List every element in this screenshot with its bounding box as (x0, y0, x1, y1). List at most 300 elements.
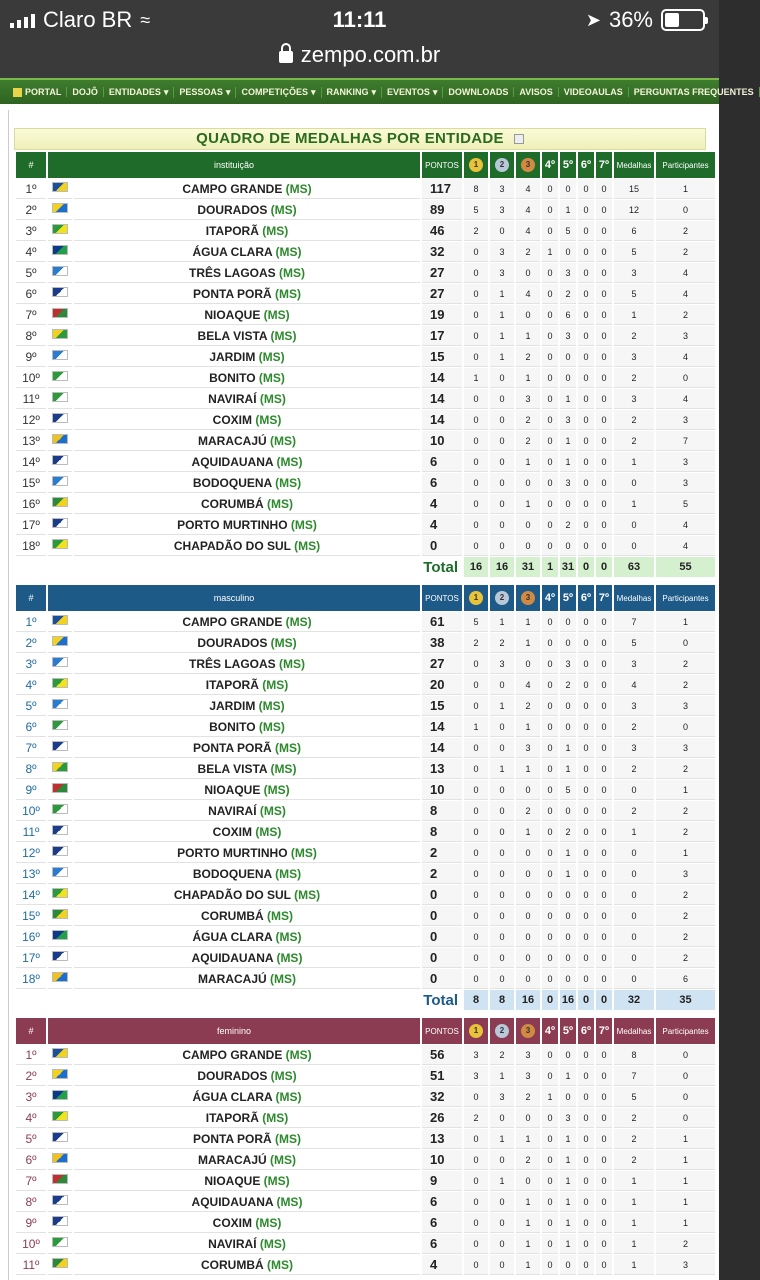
entity-name[interactable] (74, 654, 420, 674)
placement-count: 0 (542, 1255, 558, 1275)
flag-cell (48, 696, 72, 716)
medal-table-feminino (14, 1017, 717, 1276)
nav-item-1[interactable]: DOJÔ (67, 87, 104, 97)
category-header: masculino (48, 585, 420, 611)
table-row[interactable] (16, 179, 715, 199)
placement-count: 0 (542, 822, 558, 842)
flag-cell (48, 1066, 72, 1086)
placement-count: 0 (516, 473, 540, 493)
placement-count: 0 (490, 410, 514, 430)
state-suffix: (MS) (258, 1110, 289, 1125)
rank: 1º (16, 612, 46, 632)
points: 46 (422, 221, 462, 241)
total-row (16, 557, 715, 577)
placement-count: 2 (560, 675, 576, 695)
state-suffix: (MS) (271, 286, 301, 301)
participants-count: 3 (656, 864, 715, 884)
state-suffix: (MS) (275, 265, 305, 280)
entity-name[interactable] (74, 1213, 420, 1233)
placement-count: 0 (464, 347, 488, 367)
entity-name-text: JARDIM (209, 698, 256, 713)
placement-count: 0 (542, 1171, 558, 1191)
table-row[interactable] (16, 473, 715, 493)
entity-name[interactable] (74, 780, 420, 800)
placement-count: 0 (596, 885, 612, 905)
rank: 10º (16, 801, 46, 821)
entity-name[interactable] (74, 843, 420, 863)
placement-count: 0 (578, 221, 594, 241)
rank: 2º (16, 633, 46, 653)
points: 14 (422, 738, 462, 758)
clock: 11:11 (332, 7, 387, 32)
flag-cell (48, 864, 72, 884)
state-suffix: (MS) (263, 908, 293, 923)
placement-count: 0 (490, 473, 514, 493)
table-row[interactable] (16, 452, 715, 472)
points: 20 (422, 675, 462, 695)
rank: 13º (16, 431, 46, 451)
table-row[interactable] (16, 1066, 715, 1086)
nav-item-3[interactable]: PESSOAS ▾ (174, 87, 236, 98)
state-suffix: (MS) (271, 1131, 301, 1146)
placement-count: 0 (516, 1108, 540, 1128)
medals-count: 2 (614, 368, 654, 388)
state-suffix: (MS) (282, 181, 312, 196)
table-row[interactable] (16, 536, 715, 556)
placement-count: 3 (464, 1045, 488, 1065)
city-flag-icon (52, 350, 68, 360)
table-row[interactable] (16, 200, 715, 220)
table-row[interactable] (16, 1150, 715, 1170)
nav-item-6[interactable]: EVENTOS ▾ (382, 87, 443, 98)
placement-count: 0 (542, 927, 558, 947)
placement-count: 1 (560, 1234, 576, 1254)
table-row[interactable] (16, 431, 715, 451)
medal-table-instituição (14, 151, 717, 578)
entity-name[interactable] (74, 1234, 420, 1254)
flag-cell (48, 801, 72, 821)
entity-name[interactable] (74, 1150, 420, 1170)
placement-count: 0 (560, 242, 576, 262)
placement-count: 0 (542, 696, 558, 716)
table-row[interactable] (16, 221, 715, 241)
gold-medal-icon: 1 (469, 158, 483, 172)
flag-cell (48, 305, 72, 325)
placement-count: 1 (464, 717, 488, 737)
placement-count: 0 (516, 780, 540, 800)
entity-name[interactable] (74, 368, 420, 388)
points: 89 (422, 200, 462, 220)
entity-name[interactable] (74, 906, 420, 926)
url-text[interactable]: zempo.com.br (300, 42, 441, 67)
rank: 12º (16, 410, 46, 430)
entity-name-text: TRÊS LAGOAS (189, 656, 276, 671)
table-row[interactable] (16, 801, 715, 821)
state-suffix: (MS) (272, 929, 302, 944)
entity-name[interactable] (74, 801, 420, 821)
points: 10 (422, 1150, 462, 1170)
placement-count: 1 (560, 738, 576, 758)
points: 0 (422, 948, 462, 968)
table-row[interactable] (16, 1255, 715, 1275)
placement-count: 3 (490, 263, 514, 283)
placement-count: 0 (578, 1234, 594, 1254)
nav-item-10[interactable]: PERGUNTAS FREQUENTES (629, 87, 760, 97)
flag-cell (48, 1150, 72, 1170)
table-row[interactable] (16, 242, 715, 262)
entity-name[interactable] (74, 1066, 420, 1086)
entity-name-text: CHAPADÃO DO SUL (173, 538, 291, 553)
entity-name[interactable] (74, 1087, 420, 1107)
placement-count: 0 (516, 906, 540, 926)
total-label: Total (16, 990, 462, 1010)
table-row[interactable] (16, 515, 715, 535)
table-row[interactable] (16, 738, 715, 758)
table-row[interactable] (16, 717, 715, 737)
total-value: 16 (516, 990, 540, 1010)
placement-count: 3 (516, 738, 540, 758)
table-row[interactable] (16, 368, 715, 388)
table-row[interactable] (16, 654, 715, 674)
placement-count: 0 (596, 389, 612, 409)
placement-count: 0 (516, 536, 540, 556)
table-row[interactable] (16, 1129, 715, 1149)
total-value: 0 (596, 557, 612, 577)
placement-count: 1 (560, 1066, 576, 1086)
entity-name[interactable] (74, 494, 420, 514)
entity-name-text: CORUMBÁ (201, 1257, 264, 1272)
table-row[interactable] (16, 822, 715, 842)
entity-name[interactable] (74, 1192, 420, 1212)
entity-name-text: PONTA PORÃ (193, 740, 272, 755)
entity-name[interactable] (74, 738, 420, 758)
entity-name[interactable] (74, 389, 420, 409)
entity-name[interactable] (74, 200, 420, 220)
placement-count: 0 (578, 263, 594, 283)
placement-count: 2 (516, 347, 540, 367)
table-row[interactable] (16, 1108, 715, 1128)
placement-count: 2 (560, 284, 576, 304)
participants-count: 5 (656, 494, 715, 514)
table-row[interactable] (16, 864, 715, 884)
address-bar[interactable] (0, 40, 719, 78)
table-row[interactable] (16, 1087, 715, 1107)
table-row[interactable] (16, 347, 715, 367)
col-medals-header: Medalhas (614, 585, 654, 611)
table-row[interactable] (16, 284, 715, 304)
table-row[interactable] (16, 927, 715, 947)
points: 14 (422, 368, 462, 388)
rank: 3º (16, 1087, 46, 1107)
total-value: 35 (656, 990, 715, 1010)
city-flag-icon (52, 224, 68, 234)
flag-cell (48, 780, 72, 800)
entity-name[interactable] (74, 221, 420, 241)
placement-count: 0 (542, 389, 558, 409)
table-row[interactable] (16, 780, 715, 800)
placement-count: 0 (516, 305, 540, 325)
flag-cell (48, 1192, 72, 1212)
entity-name[interactable] (74, 263, 420, 283)
total-value: 8 (464, 990, 488, 1010)
entity-name[interactable] (74, 536, 420, 556)
city-flag-icon (52, 783, 68, 793)
entity-name[interactable] (74, 410, 420, 430)
placement-count: 0 (542, 885, 558, 905)
placement-count: 0 (490, 948, 514, 968)
checkbox-icon[interactable] (514, 134, 524, 144)
placement-count: 5 (560, 780, 576, 800)
placement-count: 0 (560, 612, 576, 632)
table-row[interactable] (16, 494, 715, 514)
city-flag-icon (52, 930, 68, 940)
placement-count: 3 (516, 1045, 540, 1065)
placement-count: 8 (464, 179, 488, 199)
entity-name-text: PONTA PORÃ (193, 286, 272, 301)
points: 6 (422, 1192, 462, 1212)
entity-name[interactable] (74, 864, 420, 884)
entity-name[interactable] (74, 1045, 420, 1065)
rank: 16º (16, 927, 46, 947)
col-rank-header: # (16, 1018, 46, 1044)
placement-count: 0 (464, 738, 488, 758)
placement-count: 0 (542, 347, 558, 367)
rank: 15º (16, 473, 46, 493)
rank: 7º (16, 305, 46, 325)
entity-name-text: COXIM (212, 1215, 252, 1230)
medals-count: 3 (614, 263, 654, 283)
medals-count: 2 (614, 410, 654, 430)
state-suffix: (MS) (266, 433, 296, 448)
table-row[interactable] (16, 759, 715, 779)
placement-count: 1 (516, 1192, 540, 1212)
entity-name[interactable] (74, 612, 420, 632)
entity-name[interactable] (74, 885, 420, 905)
table-row[interactable] (16, 305, 715, 325)
table-row[interactable] (16, 1192, 715, 1212)
points: 0 (422, 536, 462, 556)
placement-count: 0 (596, 801, 612, 821)
medals-count: 2 (614, 801, 654, 821)
placement-count: 0 (542, 633, 558, 653)
category-header: instituição (48, 152, 420, 178)
placement-count: 0 (490, 801, 514, 821)
placement-count: 0 (516, 948, 540, 968)
placement-count: 0 (578, 1192, 594, 1212)
entity-name-text: BONITO (209, 719, 256, 734)
points: 51 (422, 1066, 462, 1086)
entity-name[interactable] (74, 452, 420, 472)
table-row[interactable] (16, 263, 715, 283)
rank: 2º (16, 1066, 46, 1086)
placement-count: 0 (596, 410, 612, 430)
medals-count: 1 (614, 1255, 654, 1275)
city-flag-icon (52, 308, 68, 318)
entity-name[interactable] (74, 927, 420, 947)
entity-name[interactable] (74, 1129, 420, 1149)
points: 10 (422, 431, 462, 451)
table-row[interactable] (16, 633, 715, 653)
entity-name[interactable] (74, 633, 420, 653)
total-row (16, 990, 715, 1010)
state-suffix: (MS) (287, 517, 317, 532)
flag-cell (48, 675, 72, 695)
medals-count: 2 (614, 759, 654, 779)
table-row[interactable] (16, 389, 715, 409)
state-suffix: (MS) (267, 635, 297, 650)
placement-count: 0 (578, 1045, 594, 1065)
flag-cell (48, 410, 72, 430)
participants-count: 0 (656, 717, 715, 737)
state-suffix: (MS) (252, 412, 282, 427)
col-c6-header: 6º (578, 152, 594, 178)
entity-name[interactable] (74, 347, 420, 367)
page-title: QUADRO DE MEDALHAS POR ENTIDADE (14, 128, 706, 150)
medals-count: 3 (614, 347, 654, 367)
entity-name[interactable] (74, 473, 420, 493)
placement-count: 0 (464, 948, 488, 968)
flag-cell (48, 906, 72, 926)
state-suffix: (MS) (275, 656, 305, 671)
chevron-down-icon: ▾ (310, 86, 316, 97)
entity-name[interactable] (74, 948, 420, 968)
placement-count: 0 (560, 1087, 576, 1107)
placement-count: 0 (542, 654, 558, 674)
table-row[interactable] (16, 1045, 715, 1065)
placement-count: 0 (596, 473, 612, 493)
entity-name[interactable] (74, 179, 420, 199)
medals-count: 0 (614, 885, 654, 905)
table-row[interactable] (16, 969, 715, 989)
placement-count: 2 (464, 221, 488, 241)
placement-count: 0 (490, 494, 514, 514)
total-value: 0 (596, 990, 612, 1010)
table-row[interactable] (16, 1213, 715, 1233)
col-rank-header: # (16, 152, 46, 178)
placement-count: 0 (560, 536, 576, 556)
entity-name[interactable] (74, 305, 420, 325)
nav-item-7[interactable]: DOWNLOADS (443, 87, 514, 97)
entity-name[interactable] (74, 242, 420, 262)
nav-item-8[interactable]: AVISOS (514, 87, 558, 97)
table-row[interactable] (16, 612, 715, 632)
table-row[interactable] (16, 326, 715, 346)
rank: 12º (16, 843, 46, 863)
nav-item-9[interactable]: VIDEOAULAS (559, 87, 629, 97)
placement-count: 0 (578, 927, 594, 947)
placement-count: 1 (516, 368, 540, 388)
rank: 14º (16, 452, 46, 472)
city-flag-icon (52, 245, 68, 255)
rank: 7º (16, 1171, 46, 1191)
placement-count: 0 (578, 410, 594, 430)
flag-cell (48, 452, 72, 472)
entity-name[interactable] (74, 675, 420, 695)
entity-name[interactable] (74, 969, 420, 989)
table-row[interactable] (16, 885, 715, 905)
flag-cell (48, 326, 72, 346)
entity-name[interactable] (74, 515, 420, 535)
placement-count: 3 (560, 263, 576, 283)
table-row[interactable] (16, 843, 715, 863)
placement-count: 0 (578, 843, 594, 863)
placement-count: 0 (464, 431, 488, 451)
nav-item-5[interactable]: RANKING ▾ (322, 87, 383, 98)
rank: 13º (16, 864, 46, 884)
table-row[interactable] (16, 696, 715, 716)
entity-name[interactable] (74, 696, 420, 716)
table-row[interactable] (16, 1171, 715, 1191)
medals-count: 0 (614, 927, 654, 947)
flag-cell (48, 885, 72, 905)
participants-count: 2 (656, 242, 715, 262)
nav-item-0[interactable]: PORTAL (8, 87, 67, 97)
placement-count: 0 (596, 368, 612, 388)
entity-name[interactable] (74, 326, 420, 346)
placement-count: 0 (542, 612, 558, 632)
participants-count: 2 (656, 948, 715, 968)
points: 4 (422, 494, 462, 514)
col-c4-header: 4º (542, 585, 558, 611)
points: 27 (422, 284, 462, 304)
table-row[interactable] (16, 948, 715, 968)
placement-count: 0 (464, 494, 488, 514)
flag-cell (48, 242, 72, 262)
entity-name[interactable] (74, 822, 420, 842)
entity-name-text: BONITO (209, 370, 256, 385)
state-suffix: (MS) (267, 1068, 297, 1083)
placement-count: 3 (490, 654, 514, 674)
table-row[interactable] (16, 410, 715, 430)
silver-medal-icon-header (490, 152, 514, 178)
table-row[interactable] (16, 906, 715, 926)
flag-cell (48, 717, 72, 737)
placement-count: 0 (516, 263, 540, 283)
placement-count: 0 (596, 969, 612, 989)
placement-count: 0 (490, 927, 514, 947)
table-row[interactable] (16, 675, 715, 695)
entity-name[interactable] (74, 1255, 420, 1275)
placement-count: 0 (542, 431, 558, 451)
entity-name[interactable] (74, 759, 420, 779)
flag-cell (48, 536, 72, 556)
points: 2 (422, 864, 462, 884)
participants-count: 4 (656, 347, 715, 367)
table-row[interactable] (16, 1234, 715, 1254)
placement-count: 0 (490, 717, 514, 737)
entity-name[interactable] (74, 431, 420, 451)
placement-count: 0 (490, 738, 514, 758)
entity-name-text: NIOAQUE (204, 307, 261, 322)
entity-name[interactable] (74, 284, 420, 304)
flag-cell (48, 200, 72, 220)
total-value: 31 (516, 557, 540, 577)
entity-name[interactable] (74, 1108, 420, 1128)
placement-count: 1 (516, 717, 540, 737)
nav-item-4[interactable]: COMPETIÇÕES ▾ (236, 87, 321, 98)
entity-name[interactable] (74, 717, 420, 737)
medals-count: 1 (614, 1213, 654, 1233)
silver-medal-icon-header (490, 585, 514, 611)
placement-count: 0 (542, 1129, 558, 1149)
placement-count: 0 (490, 885, 514, 905)
placement-count: 0 (464, 1213, 488, 1233)
placement-count: 0 (464, 410, 488, 430)
nav-item-2[interactable]: ENTIDADES ▾ (104, 87, 175, 98)
placement-count: 0 (490, 221, 514, 241)
state-suffix: (MS) (271, 740, 301, 755)
entity-name[interactable] (74, 1171, 420, 1191)
